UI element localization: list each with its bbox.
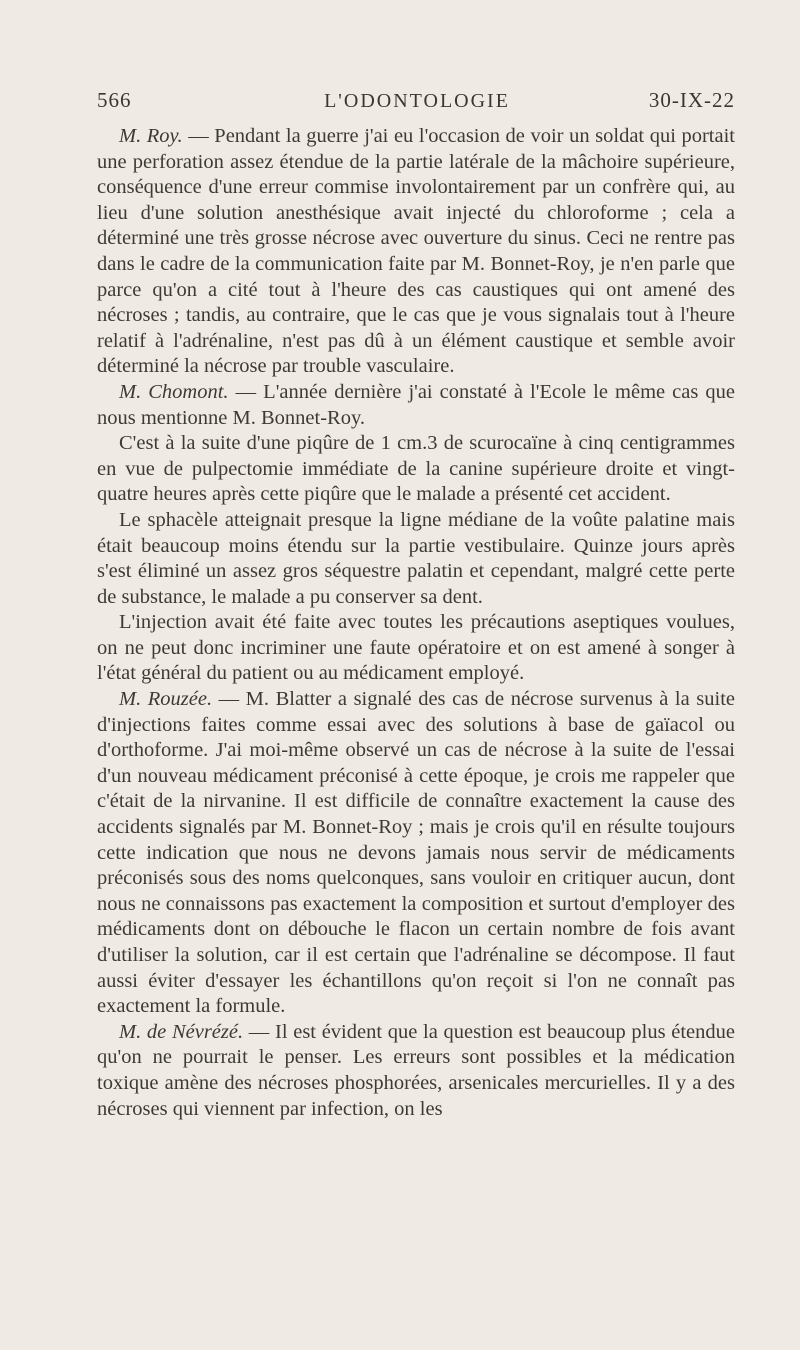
paragraph-text: L'injection avait été faite avec toutes les précautions aseptiques voulues, on ne peut donc incriminer une faute opératoire et on est amené à songer à l'état général du patient ou au médicament employé. <box>97 611 735 685</box>
paragraph <box>97 687 735 1020</box>
paragraph <box>97 124 735 380</box>
paragraph-text: — Il est évident que la question est beaucoup plus étendue qu'on ne pourrait le penser. Les erreurs sont possibles et la médication toxique amène des nécroses phosphorées, arsenicales mercurielles. Il y a des nécroses qui viennent par infection, on les <box>97 1020 736 1120</box>
paragraph-text: Le sphacèle atteignait presque la ligne médiane de la voûte palatine mais était beaucoup moins étendu sur la partie vestibulaire. Quinze jours après s'est éliminé un assez gros séquestre palatin et cependant, malgré cette perte de substance, le malade a pu conserver sa dent. <box>97 508 735 608</box>
paragraph-text: — M. Blatter a signalé des cas de nécrose survenus à la suite d'injections faites comme essai avec des solutions à base de gaïacol ou d'orthoforme. J'ai moi-même observé un cas de nécrose à la suite de l'essai d'un nouveau médicament préconisé à cette époque, je crois me rappeler que c'était de la nirvanine. Il est difficile de connaître exactement la cause des accidents signalés par M. Bonnet-Roy ; mais je crois qu'il en résulte toujours cette indication que nous ne devons jamais nous servir de médicaments préconisés sous des noms quelconques, sans vouloir en critiquer aucun, dont nous ne connaissons pas exactement la composition et surtout d'employer des médicaments dont on débouche le flacon un certain nombre de fois avant d'utiliser la solution, car il est certain que l'adrénaline se décompose. Il faut aussi éviter d'essayer les échantillons qu'on reçoit si l'on ne connaît pas exactement la formule. <box>97 688 735 1018</box>
speaker-name: M. de Névrézé. <box>119 1020 244 1043</box>
body-text <box>97 124 735 1122</box>
running-title: L'ODONTOLOGIE <box>324 90 510 112</box>
paragraph <box>97 1020 735 1122</box>
paragraph <box>97 610 735 687</box>
issue-date: 30-IX-22 <box>648 88 735 112</box>
paragraph-text: — L'année dernière j'ai constaté à l'Ecole le même cas que nous mentionne M. Bonnet-Roy. <box>97 380 735 429</box>
paragraph <box>97 431 735 508</box>
page-number: 566 <box>97 88 132 112</box>
speaker-name: M. Rouzée. <box>119 688 213 711</box>
page-header <box>97 88 737 116</box>
paragraph-text: C'est à la suite d'une piqûre de 1 cm.3 de scurocaïne à cinq centigrammes en vue de pulpectomie immédiate de la canine supérieure droite et vingt-quatre heures après cette piqûre que le malade a présenté cet accident. <box>97 432 735 506</box>
speaker-name: M. Roy. <box>119 125 183 147</box>
paragraph-text: — Pendant la guerre j'ai eu l'occasion de voir un soldat qui portait une perforation assez étendue de la partie latérale de la mâchoire supérieure, conséquence d'une erreur commise involontairement par un confrère qui, au lieu d'une solution anesthésique avait injecté du chloroforme ; cela a déterminé une très grosse nécrose avec ouverture du sinus. Ceci ne rentre pas dans le cadre de la communication faite par M. Bonnet-Roy, je n'en parle que parce qu'on a cité tout à l'heure des cas caustiques qui ont amené des nécroses ; tandis, au contraire, que le cas que je vous signalais tout à l'heure relatif à l'adrénaline, n'est pas dû à un élément caustique et semble avoir déterminé la nécrose par trouble vasculaire. <box>97 125 735 378</box>
paragraph <box>97 508 735 610</box>
paragraph <box>97 380 735 431</box>
speaker-name: M. Chomont. <box>119 380 229 403</box>
